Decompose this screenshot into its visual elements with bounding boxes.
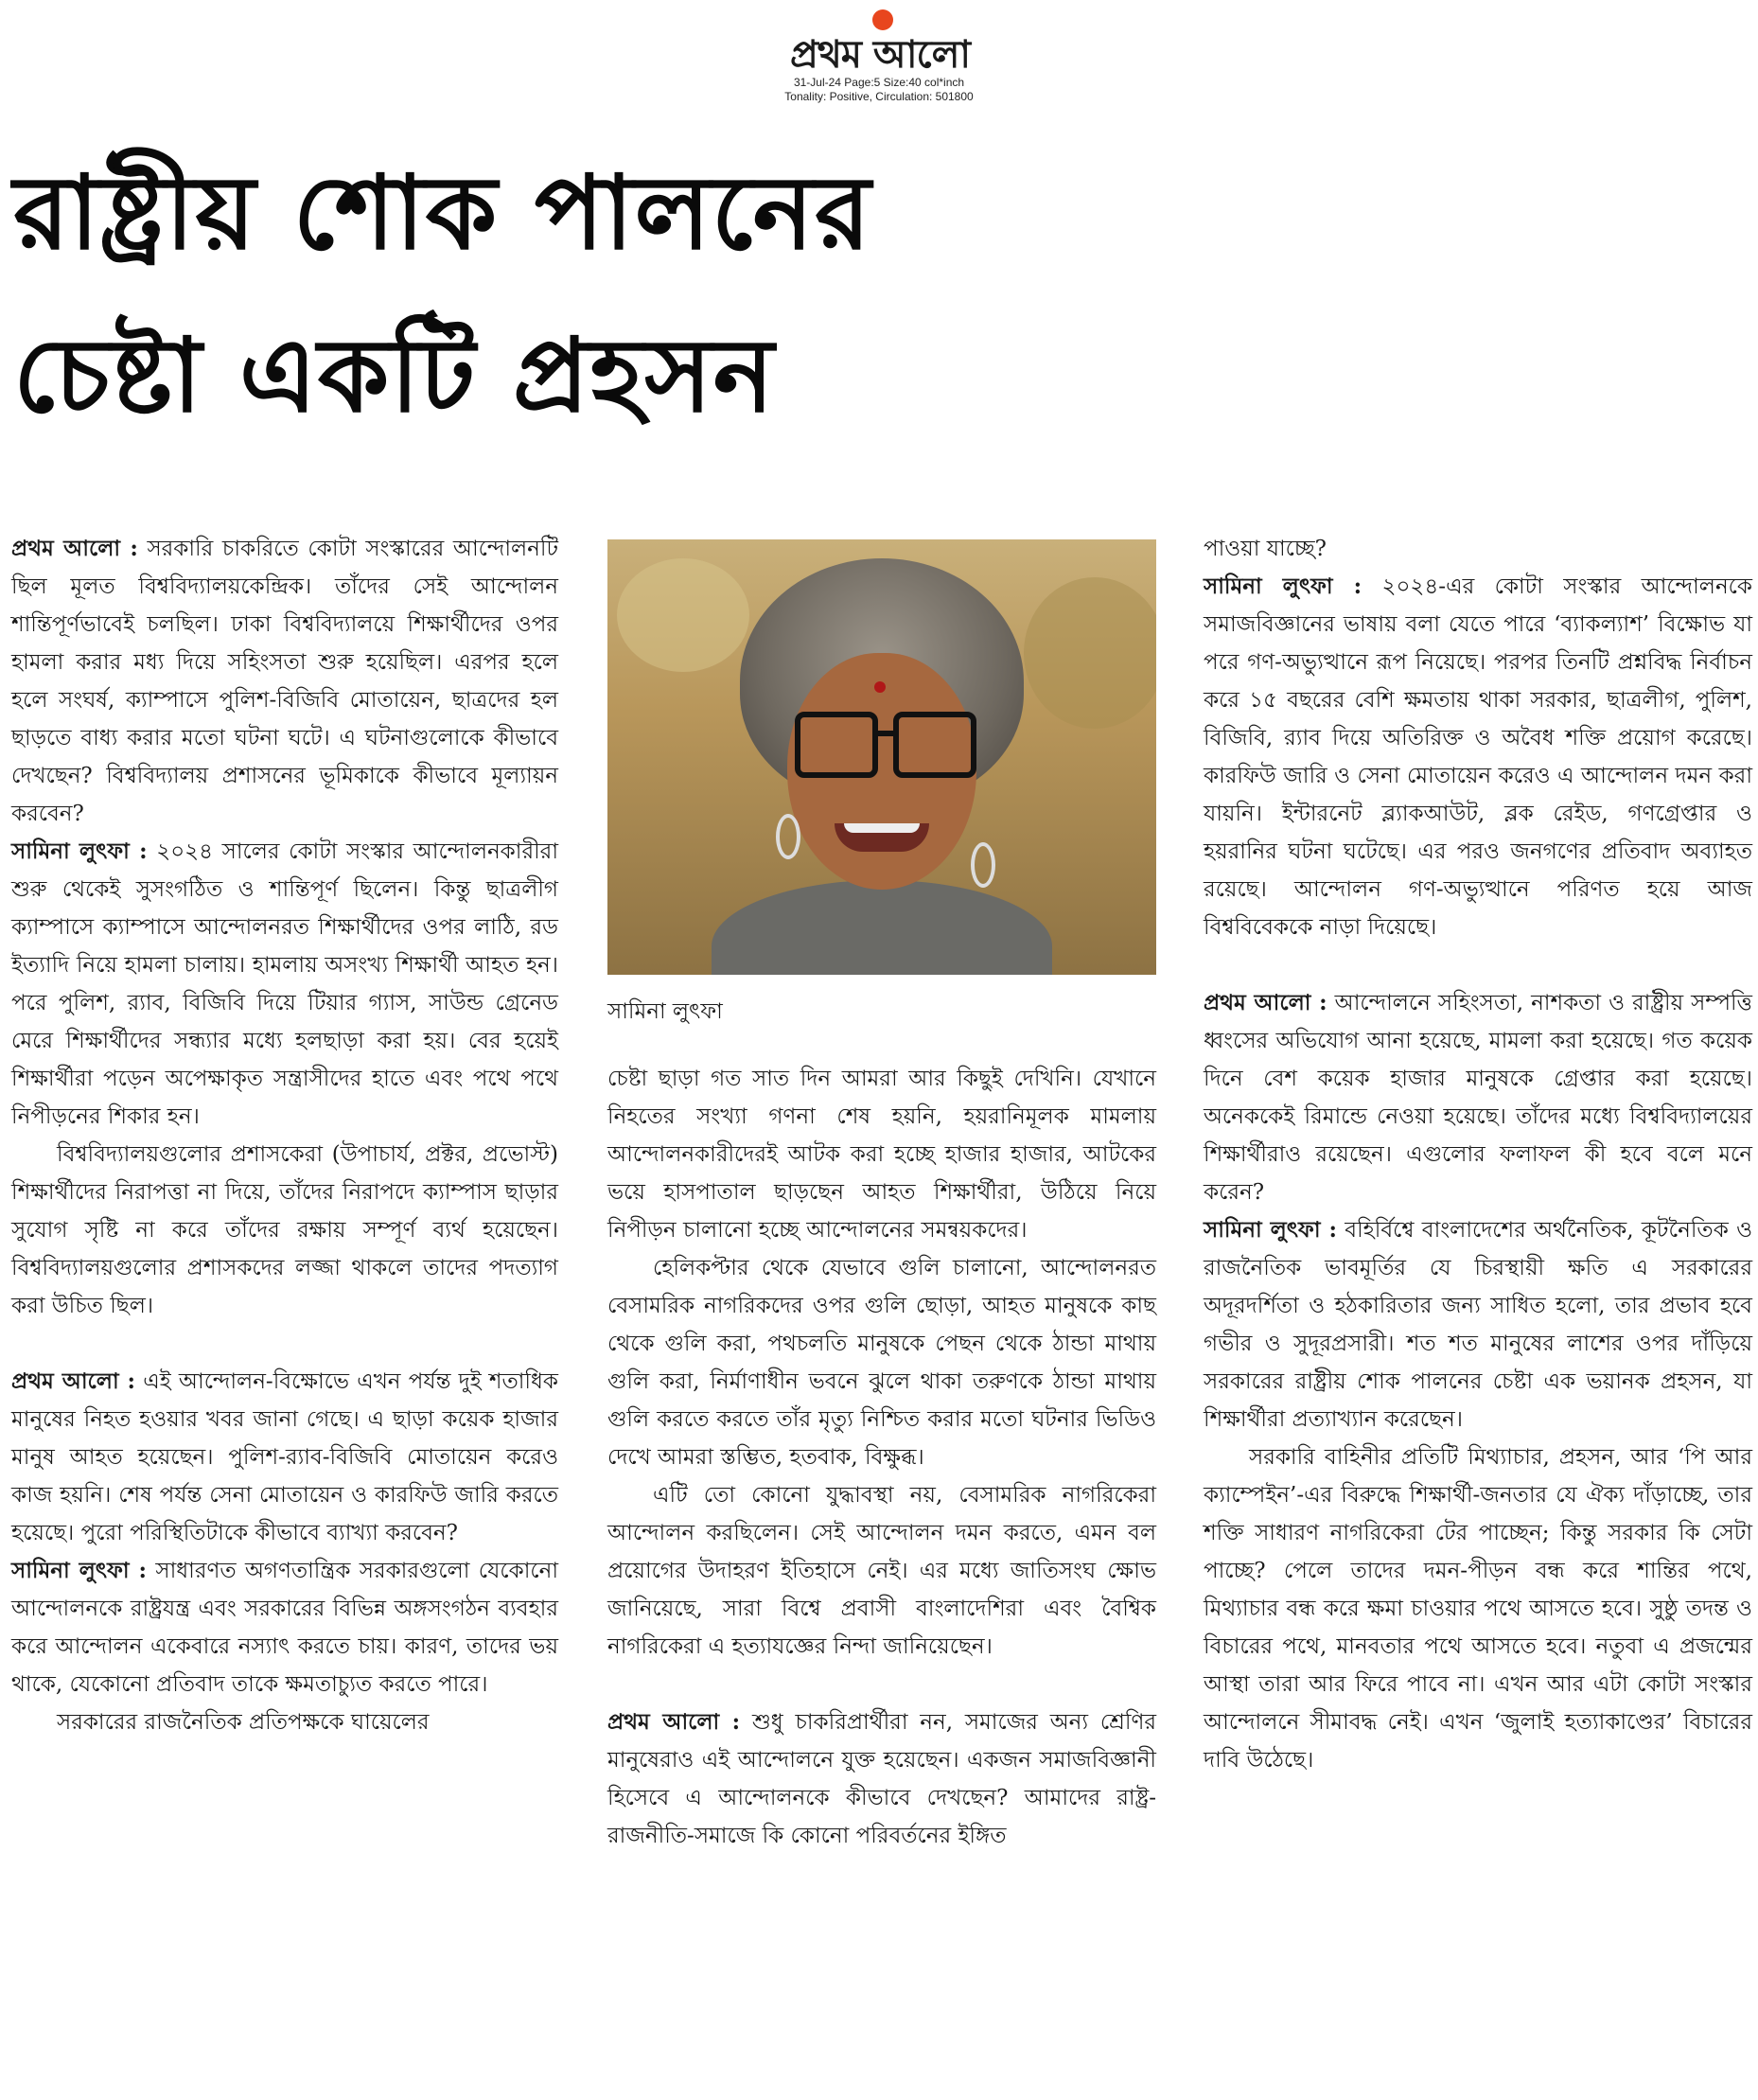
column-2-paragraph-1: চেষ্টা ছাড়া গত সাত দিন আমরা আর কিছুই দেখিনি। যেখানে নিহতের সংখ্যা গণনা শেষ হয়নি, হয়রানিমূলক মামলায় আন্দোলনকারীদেরই আটক করা হচ্ছে হাজার হাজার, আটকের ভয়ে হাসপাতাল ছাড়ছেন আহত শিক্ষার্থীরা, উঠিয়ে নিয়ে নিপীড়ন চালানো হচ্ছে আন্দোলনের সমন্বয়কদের। <box>607 1067 1156 1243</box>
photo-caption: সামিনা লুৎফা <box>607 999 723 1024</box>
answer-4-text: বহির্বিশ্বে বাংলাদেশের অর্থনৈতিক, কূটনৈতিক ও রাজনৈতিক ভাবমূর্তির যে চিরস্থায়ী ক্ষতি এ সরকারের অদূরদর্শিতা ও হঠকারিতার জন্য সাধিত হলো, তার প্রভাব হবে গভীর ও সুদূরপ্রসারী। শত শত মানুষের লাশের ওপর দাঁড়িয়ে সরকারের রাষ্ট্রীয় শোক পালনের চেষ্টা এক ভয়ানক প্রহসন, যা শিক্ষার্থীরা প্রত্যাখ্যান করেছেন। <box>1204 1218 1753 1432</box>
meta-line-2: Tonality: Positive, Circulation: 501800 <box>784 90 974 103</box>
question-3 <box>607 1703 1156 1855</box>
question-label: প্রথম আলো : <box>11 536 138 561</box>
masthead <box>0 0 1758 114</box>
answer-1-text: ২০২৪ সালের কোটা সংস্কার আন্দোলনকারীরা শুরু থেকেই সুসংগঠিত ও শান্তিপূর্ণ ছিলেন। কিন্তু ছাত্রলীগ ক্যাম্পাসে ক্যাম্পাসে আন্দোলনরত শিক্ষার্থীদের ওপর লাঠি, রড ইত্যাদি নিয়ে হামলা চালায়। হামলায় অসংখ্য শিক্ষার্থী আহত হন। পরে পুলিশ, র‍্যাব, বিজিবি দিয়ে টিয়ার গ্যাস, সাউন্ড গ্রেনেড মেরে শিক্ষার্থীদের সন্ধ্যার মধ্যে হলছাড়া করা হয়। বের হয়েই শিক্ষার্থীরা পড়েন অপেক্ষাকৃত সন্ত্রাসীদের হাতে এবং পথে পথে নিপীড়নের শিকার হন। <box>11 839 558 1129</box>
bindi <box>874 681 886 693</box>
headline-line-1: রাষ্ট্রীয় শোক পালনের <box>13 154 872 273</box>
meta-line-1: 31-Jul-24 Page:5 Size:40 col*inch <box>793 76 965 89</box>
answer-label: সামিনা লুৎফা : <box>11 838 148 864</box>
question-2-text: এই আন্দোলন-বিক্ষোভে এখন পর্যন্ত দুই শতাধিক মানুষের নিহত হওয়ার খবর জানা গেছে। এ ছাড়া কয়েক হাজার মানুষ আহত হয়েছেন। পুলিশ-র‍্যাব-বিজিবি মোতায়েন করেও কাজ হয়নি। শেষ পর্যন্ত সেনা মোতায়েন ও কারফিউ জারি করতে হয়েছে। পুরো পরিস্থিতিটাকে কীভাবে ব্যাখ্যা করবেন? <box>11 1369 558 1545</box>
shoulders <box>712 880 1052 975</box>
teeth <box>844 823 920 833</box>
article-headline <box>13 132 1338 458</box>
answer-4-continued: সরকারি বাহিনীর প্রতিটি মিথ্যাচার, প্রহসন, আর ‘পি আর ক্যাম্পেইন’-এর বিরুদ্ধে শিক্ষার্থী-জনতার যে ঐক্য দাঁড়াচ্ছে, তার শক্তি সাধারণ নাগরিকেরা টের পাচ্ছেন; কিন্তু সরকার কি সেটা পাচ্ছে? পেলে তাদের দমন-পীড়ন বন্ধ করে শান্তির পথে, মিথ্যাচার বন্ধ করে ক্ষমা চাওয়ার পথে আসতে হবে। সুষ্ঠু তদন্ত ও বিচারের পথে, মানবতার পথে আসতে হবে। নতুবা এ প্রজন্মের আস্থা তারা আর ফিরে পাবে না। এখন আর এটা কোটা সংস্কার আন্দোলনে সীমাবদ্ধ নেই। এখন ‘জুলাই হত্যাকাণ্ডের’ বিচারের দাবি উঠেছে। <box>1204 1445 1752 1773</box>
clipping-meta <box>0 76 1758 104</box>
answer-3 <box>1204 568 1752 946</box>
answer-3-text: ২০২৪-এর কোটা সংস্কার আন্দোলনকে সমাজবিজ্ঞানের ভাষায় বলা যেতে পারে ‘ব্যাকল্যাশ’ বিক্ষোভ যা পরে গণ-অভ্যুত্থানে রূপ নিয়েছে। পরপর তিনটি প্রশ্নবিদ্ধ নির্বাচন করে ১৫ বছরের বেশি ক্ষমতায় থাকা সরকার, ছাত্রলীগ, পুলিশ, বিজিবি, র‍্যাব দিয়ে অতিরিক্ত ও অবৈধ শক্তি প্রয়োগ করেছে। কারফিউ জারি ও সেনা মোতায়েন করেও এ আন্দোলন দমন করা যায়নি। ইন্টারনেট ব্ল্যাকআউট, ব্লক রেইড, গণগ্রেপ্তার ও হয়রানির ঘটনা ঘটেছে। এর পরও জনগণের প্রতিবাদ অব্যাহত রয়েছে। আন্দোলন গণ-অভ্যুত্থানে পরিণত হয়ে আজ বিশ্ববিবেককে নাড়া দিয়েছে। <box>1204 574 1752 940</box>
interviewee-photo <box>607 539 1156 975</box>
glasses-right-lens <box>893 712 976 778</box>
question-4-text: আন্দোলনে সহিংসতা, নাশকতা ও রাষ্ট্রীয় সম্পত্তি ধ্বংসের অভিযোগ আনা হয়েছে, মামলা করা হয়েছে। গত কয়েক দিনে বেশ কয়েক হাজার মানুষকে গ্রেপ্তার করা হয়েছে। অনেককেই রিমান্ডে নেওয়া হয়েছে। তাঁদের মধ্যে বিশ্ববিদ্যালয়ের শিক্ষার্থীরাও রয়েছেন। এগুলোর ফলাফল কী হবে বলে মনে করেন? <box>1204 991 1752 1205</box>
answer-2 <box>11 1552 558 1703</box>
answer-4 <box>1204 1211 1752 1438</box>
answer-1-continued: বিশ্ববিদ্যালয়গুলোর প্রশাসকেরা (উপাচার্য, প্রক্টর, প্রভোস্ট) শিক্ষার্থীদের নিরাপত্তা না দিয়ে, তাঁদের নিরাপদে ক্যাম্পাস ছাড়ার সুযোগ সৃষ্টি না করে তাঁদের রক্ষায় সম্পূর্ণ ব্যর্থ হয়েছেন। বিশ্ববিদ্যালয়গুলোর প্রশাসকদের লজ্জা থাকলে তাদের পদত্যাগ করা উচিত ছিল। <box>11 1142 558 1318</box>
question-label: প্রথম আলো : <box>1204 990 1327 1015</box>
newspaper-logo <box>747 8 1012 76</box>
question-1-text: সরকারি চাকরিতে কোটা সংস্কারের আন্দোলনটি ছিল মূলত বিশ্ববিদ্যালয়কেন্দ্রিক। তাঁদের সেই আন্দোলন শান্তিপূর্ণভাবেই চলছিল। ঢাকা বিশ্ববিদ্যালয়ে শিক্ষার্থীদের ওপর হামলা করার মধ্য দিয়ে সহিংসতা শুরু হয়েছিল। এরপর হলে হলে সংঘর্ষ, ক্যাম্পাসে পুলিশ-বিজিবি মোতায়েন, ছাত্রদের হল ছাড়তে বাধ্য করার মতো ঘটনা ঘটে। এ ঘটনাগুলোকে কীভাবে দেখছেন? বিশ্ববিদ্যালয় প্রশাসনের ভূমিকাকে কীভাবে মূল্যায়ন করবেন? <box>11 537 559 826</box>
earring-left <box>776 814 800 859</box>
answer-label: সামিনা লুৎফা : <box>11 1558 148 1583</box>
answer-label: সামিনা লুৎফা : <box>1204 574 1362 599</box>
headline-line-2: চেষ্টা একটি প্রহসন <box>13 317 775 435</box>
column-2-paragraph-2: হেলিকপ্টার থেকে যেভাবে গুলি চালানো, আন্দোলনরত বেসামরিক নাগরিকদের ওপর গুলি ছোড়া, আহত মানুষকে কাছ থেকে গুলি করা, পথচলতি মানুষকে পেছন থেকে ঠান্ডা মাথায় গুলি করা, নির্মাণাধীন ভবনে ঝুলে থাকা তরুণকে ঠান্ডা মাথায় গুলি করতে করতে তাঁর মৃত্যু নিশ্চিত করার মতো ঘটনার ভিডিও দেখে আমরা স্তম্ভিত, হতবাক, বিক্ষুব্ধ। <box>607 1256 1156 1470</box>
background-foliage <box>617 558 749 672</box>
question-2 <box>11 1363 558 1552</box>
question-label: প্রথম আলো : <box>11 1368 135 1394</box>
question-1 <box>11 530 558 833</box>
article-column-3 <box>1204 530 1752 1779</box>
earring-right <box>971 842 995 888</box>
background-foliage <box>1024 577 1156 729</box>
answer-2-text: সাধারণত অগণতান্ত্রিক সরকারগুলো যেকোনো আন্দোলনকে রাষ্ট্রযন্ত্র এবং সরকারের বিভিন্ন অঙ্গসংগঠন ব্যবহার করে আন্দোলন একেবারে নস্যাৎ করতে চায়। কারণ, তাদের ভয় থাকে, যেকোনো প্রতিবাদ তাকে ক্ষমতাচ্যুত করতে পারে। <box>11 1559 559 1697</box>
article-column-2 <box>607 1060 1156 1855</box>
article-column-1 <box>11 530 558 1741</box>
question-3-text: শুধু চাকরিপ্রার্থীরা নন, সমাজের অন্য শ্রেণির মানুষেরাও এই আন্দোলনে যুক্ত হয়েছেন। একজন সমাজবিজ্ঞানী হিসেবে এ আন্দোলনকে কীভাবে দেখছেন? আমাদের রাষ্ট্র-রাজনীতি-সমাজে কি কোনো পরিবর্তনের ইঙ্গিত <box>607 1710 1157 1848</box>
column-2-paragraph-3: এটি তো কোনো যুদ্ধাবস্থা নয়, বেসামরিক নাগরিকেরা আন্দোলন করছিলেন। সেই আন্দোলন দমন করতে, এমন বল প্রয়োগের উদাহরণ ইতিহাসে নেই। এর মধ্যে জাতিসংঘ ক্ষোভ জানিয়েছে, সারা বিশ্বে প্রবাসী বাংলাদেশিরা এবং বৈশ্বিক নাগরিকেরা এ হত্যাযজ্ঞের নিন্দা জানিয়েছেন। <box>607 1483 1156 1659</box>
question-label: প্রথম আলো : <box>607 1709 741 1735</box>
answer-label: সামিনা লুৎফা : <box>1204 1217 1337 1243</box>
logo-text: প্রথম আলো <box>789 33 971 77</box>
answer-2-continued: সরকারের রাজনৈতিক প্রতিপক্ষকে ঘায়েলের <box>57 1710 430 1735</box>
glasses-left-lens <box>795 712 878 778</box>
question-4 <box>1204 984 1752 1211</box>
glasses-bridge <box>876 731 895 736</box>
question-3-end: পাওয়া যাচ্ছে? <box>1204 537 1327 561</box>
answer-1 <box>11 833 558 1136</box>
